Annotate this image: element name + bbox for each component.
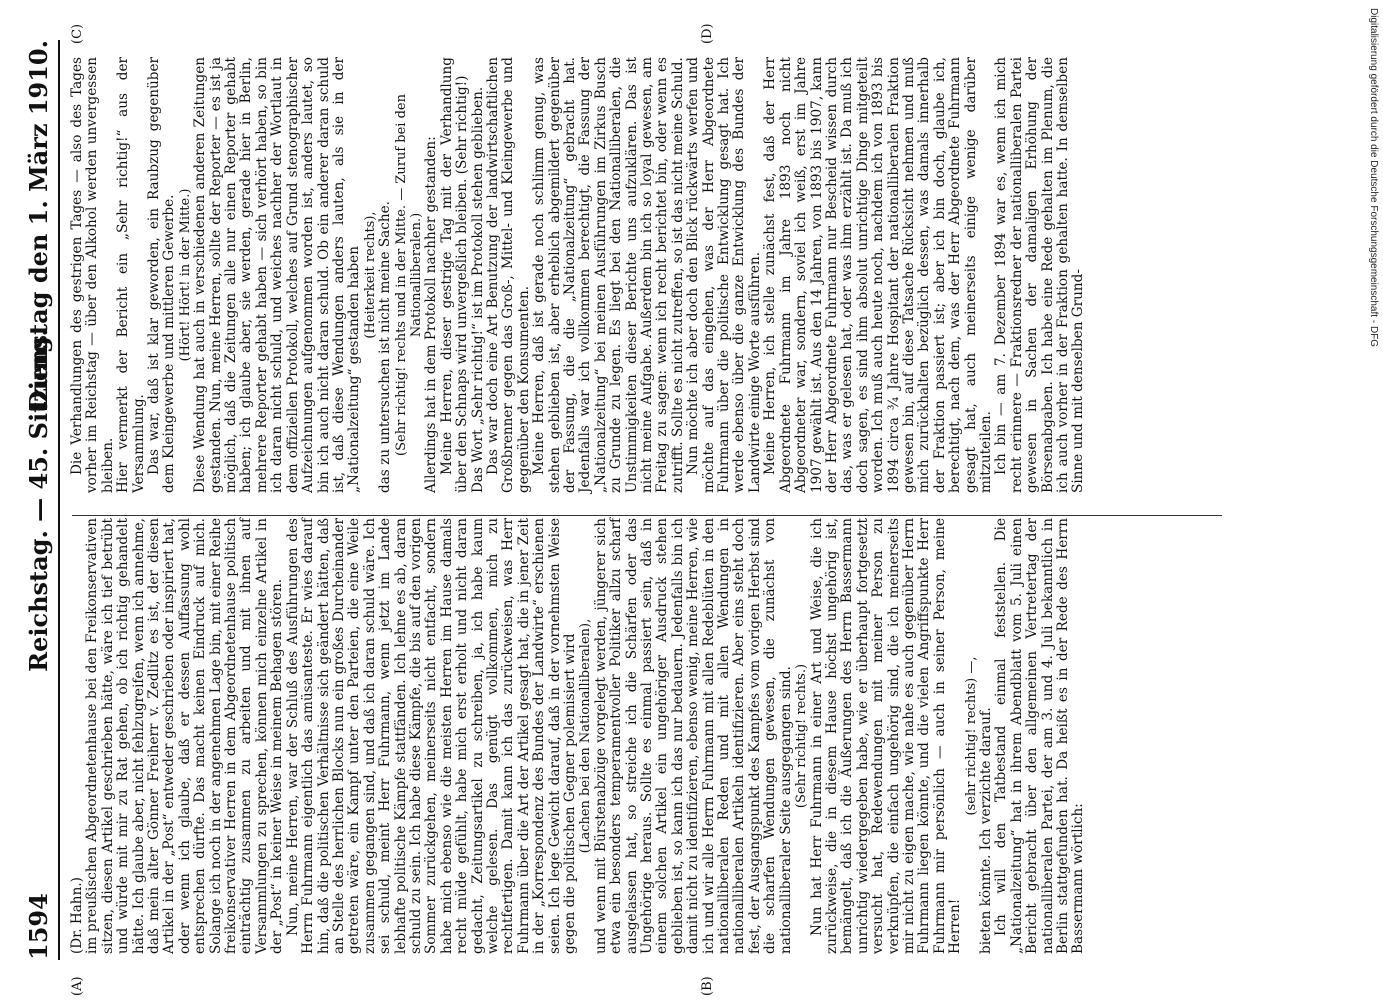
- quote: Meine Herren, dieser gestrige Tag mit der Verhandlung über den Schnaps wird unvergeßlich bleiben. (Sehr richtig!): [438, 57, 471, 493]
- interjection: (Hört! Hört! in der Mitte.): [177, 188, 193, 362]
- margin-mark-c: (C): [70, 23, 85, 44]
- quote: Die Verhandlungen des gestrigen Tages — also des Tages vorher im Reichstag — über den Alkohol werden unvergessen bleiben.: [69, 57, 116, 493]
- paragraph: Allerdings hat in dem Protokoll nachher gestanden:: [423, 136, 440, 493]
- interjection: (Sehr richtig! rechts und in der Mitte. — Zuruf bei den Nationalliberalen.): [393, 94, 424, 456]
- paragraph: Diese Wendung hat auch in verschiedenen anderen Zeitungen gestanden. Nun, meine Herren, sollte der Reporter — es ist ja möglich, daß die Zeitungen alle nur einen Reporter gehabt haben; ich glaube aber, sie werden, gerade hier in Berlin, mehrere Reporter gehabt haben — sich verhört haben, so bin ich daran nicht schuld, und weiches nachher der Wortlaut in dem offiziellen Protokoll, welches auf Grund stenographischer Aufzeichnungen aufgenommen worden ist, anders lautet, so bin ich auch nicht daran schuld. Ob ein anderer daran schuld ist, daß diese Wendungen anders lauten, als sie in der „Nationalzeitung“ gestanden haben: [192, 57, 363, 493]
- interjection: (Lachen bei den Nationalliberalen),: [578, 618, 594, 854]
- paragraph: das zu untersuchen ist nicht meine Sache.: [377, 201, 394, 493]
- paragraph: Nun möchte ich aber doch den Blick rückwärts werfen und möchte auf das eingehen, was der Herr Abgeordnete Fuhrmann über die politische Entwicklung gesagt hat. Ich werde ebenso über die ganze Entwicklung des Bundes der Landwirte einige Worte ausführen.: [685, 57, 763, 493]
- page-header: [18, 40, 60, 960]
- quote: Das war doch eine Art Benutzung der landwirtschaftlichen Großbrenner gegen das Groß-, Mittel- und Kleingewerbe und gegenüber den Konsumenten.: [484, 57, 532, 493]
- paragraph: Meine Herren, ich stelle zunächst fest, daß der Herr Abgeordnete Fuhrmann im Jahre 1893 noch nicht Abgeordneter war, sondern, soviel ich weiß, erst im Jahre 1907 gewählt ist. Aus den 14 Jahren, von 1893 bis 1907, kann der Herr Abgeordnete Fuhrmann nur Bescheid wissen durch das, was er gelesen hat, oder was ihm erzählt ist. Da muß ich doch sagen, es sind ihm absolut unrichtige Dinge mitgeteilt worden. Ich muß auch heute noch, nachdem ich von 1893 bis 1894 circa ¾ Jahre Hospitant der nationalliberalen Fraktion gewesen bin, auf diese Tatsache Rücksicht nehmen und muß mich zurückhalten bezüglich dessen, was damals innerhalb der Fraktion passiert ist; aber ich bin doch, glaube ich, berechtigt, nach dem, was der Herr Abgeordnete Fuhrmann gesagt hat, auch meinerseits einige wenige darüber mitzuteilen.: [762, 57, 994, 493]
- right-column: [70, 57, 1230, 493]
- interjection: (sehr richtig! rechts) —,: [963, 656, 979, 816]
- speaker-label: (Dr. Hahn.): [69, 877, 85, 954]
- paragraph: Das Wort „Sehr richtig!“ ist im Protokoll stehen geblieben.: [469, 86, 486, 493]
- session-title: Reichstag. — 45. Sitzung.: [24, 328, 53, 672]
- session-date: Dienstag den 1. März 1910.: [24, 40, 53, 412]
- paragraph: im preußischen Abgeordnetenhause bei den Freikonservativen sitzen, diesen Artikel geschrieben hätte, wäre ich tief betrübt und würde mit mir zu Rat gehen, ob ich richtig gehandelt hätte. Ich glaube aber, nicht fehlzugreifen, wenn ich annehme, daß mein alter Gönner Freiherr v. Zedlitz es ist, der diesen Artikel in der „Post“ entweder geschrieben oder inspiriert hat, oder wenn ich glaube, daß er dessen Auffassung wohl entsprechen dürfte. Das macht keinen Eindruck auf mich. Solange ich noch in der angenehmen Lage bin, mit einer Reihe freikonservativer Herren in dem Abgeordnetenhause politisch einträchtig zusammen zu arbeiten und mit ihnen auf Versammlungen zu sprechen, können mich einzelne Artikel in der „Post“ in keiner Weise in meinem Behagen stören.: [84, 518, 286, 954]
- margin-mark-a: (A): [70, 976, 85, 996]
- paragraph: Ich bin — am 7. Dezember 1894 war es, wenn ich mich recht erinnere — Fraktionsredner der nationalliberalen Partei gewesen in Sachen der damaligen Erhöhung der Börsenabgaben. Ich habe eine Rede gehalten im Plenum, die ich auch vorher in der Fraktion gehalten hatte. In demselben Sinne und mit denselben Grund-: [993, 57, 1087, 493]
- paragraph: Nun, meine Herren, war der Schluß des Ausführungen des Herrn Fuhrmann eigentlich das amüsanteste. Er wies darauf hin, daß die politischen Verhältnisse sich geändert hätten, daß an Stelle des herrlichen Blocks nun ein großes Durcheinander getreten wäre, ein Kampf unter den Parteien, die eine Weile zusammen gegangen sind, und daß ich daran schuld wäre. Ich sei schuld, meint Herr Fuhrmann, wenn jetzt im Lande lebhafte politische Kämpfe stattfänden. Ich lehne es ab, daran schuld zu sein. Ich habe diese Kämpfe, die bis auf den vorigen Sommer zurückgehen, meinerseits nicht entfacht, sondern habe mich ebenso wie die meisten Herren im Hause damals recht müde gefühlt, habe mich erst erholt und nicht daran gedacht, Zeitungsartikel zu schreiben, ja, ich habe kaum welche gelesen. Das genügt vollkommen, mich zu rechtfertigen. Damit kann ich das zurückweisen, was Herr Fuhrmann über die Art der Artikel gesagt hat, die in jener Zeit in der „Korrespondenz des Bundes der Landwirte“ erschienen seien. Ich lege Gewicht darauf, daß in der vornehmsten Weise gegen die politischen Gegner polemisiert wird: [284, 518, 578, 954]
- paragraph: Nun hat Herr Fuhrmann in einer Art und Weise, die ich zurückweise, die in diesem Hause höchst ungehörig ist, bemängelt, daß ich die Äußerungen des Herrn Bassermann unrichtig wiedergegeben habe, wie er überhaupt fortgesetzt versucht hat, Redewendungen mit meiner Person zu verknüpfen, die einfach ungehörig sind, die ich meinerseits mir nicht zu eigen mache, wie nahe es auch gegenüber Herrn Fuhrmann liegen könnte, und die vielen Angriffspunkte Herr Fuhrmann mir persönlich — auch in seiner Person, meine Herren!: [808, 518, 964, 954]
- digitization-note: [1365, 8, 1381, 992]
- paragraph: und wenn mit Bürstenabzüge vorgelegt werden, jüngerer sich etwa ein besonders temperamentvoller Politiker allzu scharf ausgelassen hat, so streiche ich die Schärfen oder das Ungehörige heraus. Sollte es einmal passiert sein, daß in einem solchen Artikel ein ungehöriger Ausdruck stehen geblieben ist, so kann ich das nur bedauern. Jedenfalls bin ich damit nicht zu identifizieren, ebenso wenig, meine Herren, wie ich und wir alle Herrn Fuhrmann mit allen Redeblüten in den nationalliberalen Reden und mit allen Wendungen in nationalliberalen Artikeln identifizieren. Aber eins steht doch fest, der Ausgangspunkt des Kampfes vom vorigen Herbst sind die scharfen Wendungen gewesen, die zunächst von nationalliberaler Seite ausgegangen sind.: [592, 518, 794, 954]
- quote: Das war, daß ist klar geworden, ein Raubzug gegenüber dem Kleingewerbe und mittleren Gewerbe.: [146, 57, 178, 493]
- left-column: [70, 518, 1230, 954]
- margin-mark-b: (B): [700, 976, 715, 996]
- paragraph: bieten könnte. Ich verzichte darauf.: [977, 707, 994, 954]
- dfg-credit: Digitalisierung gefördert durch die Deutsche Forschungsgemeinschaft - DFG: [1368, 8, 1379, 348]
- column-divider: [72, 515, 1222, 516]
- interjection: (Sehr richtig! rechts.): [794, 663, 810, 809]
- paragraph: Hier vermerkt der Bericht ein „Sehr richtig!“ aus der Versammlung.: [115, 57, 147, 493]
- paragraph: Ich will den Tatbestand einmal feststellen. Die „Nationalzeitung“ hat in ihrem Abendblatt vom 5. Juli einen Bericht gebracht über den allgemeinen Vertretertag der nationalliberalen Partei, der am 3. und 4. Juli bekanntlich in Berlin stattgefunden hat. Da heißt es in der Rede des Herrn Bassermann wörtlich:: [993, 518, 1087, 954]
- margin-mark-d: (D): [700, 23, 715, 44]
- page-number: 1594: [24, 893, 53, 960]
- interjection: (Heiterkeit rechts),: [362, 211, 378, 339]
- paragraph: Meine Herren, daß ist gerade noch schlimm genug, was stehen geblieben ist, aber erheblich abgemildert gegenüber der Fassung, die die „Nationalzeitung“ gebracht hat. Jedenfalls war ich vollkommen berechtigt, die Fassung der „Nationalzeitung“ bei meinen Ausführungen im Zirkus Busch zu Grunde zu legen. Es liegt bei den Nationalliberalen, die Unstimmigkeiten dieser Berichte uns aufzuklären. Das ist nicht meine Aufgabe. Außerdem bin ich so loyal gewesen, am Freitag zu sagen: wenn ich recht berichtet bin, oder wenn es zutrifft. Sollte es nicht zutreffen, so ist das nicht meine Schuld.: [531, 57, 686, 493]
